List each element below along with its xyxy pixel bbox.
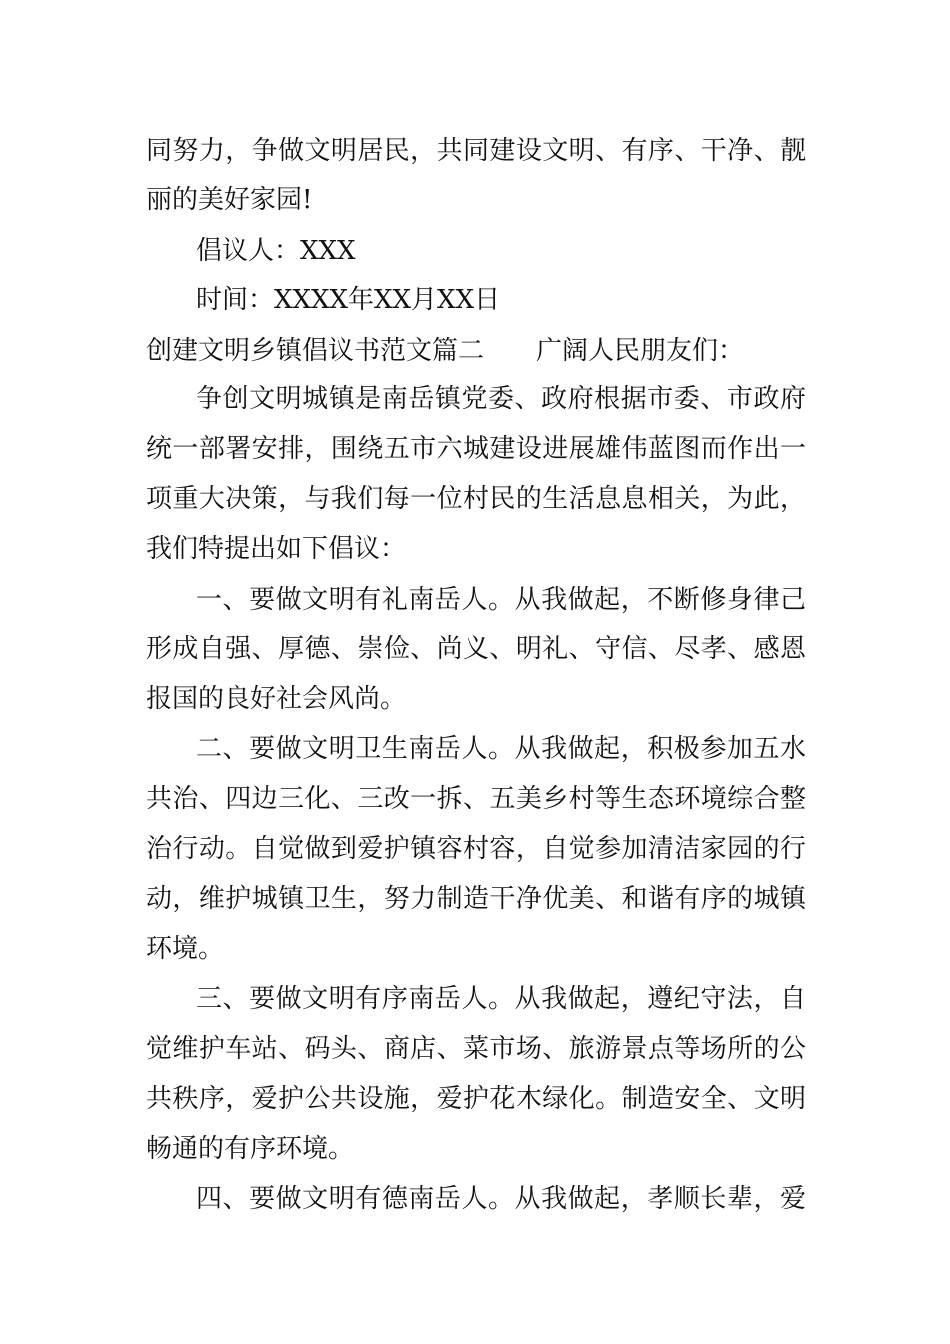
salutation: 广阔人民朋友们：	[536, 336, 745, 366]
item1-line-1: 一、要做文明有礼南岳人。从我做起，不断修身律己	[196, 585, 806, 615]
closing-line-1: 同努力，争做文明居民，共同建设文明、有序、干净、靓	[146, 136, 806, 166]
item2-line-1: 二、要做文明卫生南岳人。从我做起，积极参加五水	[196, 734, 806, 764]
item3-line-3: 共秩序，爱护公共设施，爱护花木绿化。制造安全、文明	[146, 1084, 806, 1114]
item3-line-2: 觉维护车站、码头、商店、菜市场、旅游景点等场所的公	[146, 1034, 806, 1064]
item4-line-1: 四、要做文明有德南岳人。从我做起，孝顺长辈，爱	[196, 1184, 806, 1214]
item2-line-4: 动，维护城镇卫生，努力制造干净优美、和谐有序的城镇	[146, 884, 806, 914]
intro-line-2: 统一部署安排，围绕五市六城建设进展雄伟蓝图而作出一	[146, 434, 806, 464]
section-heading-line	[146, 336, 744, 366]
intro-line-4: 我们特提出如下倡议：	[146, 534, 407, 564]
date-line: 时间：XXXX年XX月XX日	[196, 285, 501, 315]
closing-line-2: 丽的美好家园!	[146, 185, 313, 215]
item1-line-2: 形成自强、厚德、崇俭、尚义、明礼、守信、尽孝、感恩	[146, 634, 806, 664]
item1-line-3: 报国的良好社会风尚。	[146, 684, 407, 714]
item3-line-1: 三、要做文明有序南岳人。从我做起，遵纪守法，自	[196, 984, 806, 1014]
item2-line-3: 治行动。自觉做到爱护镇容村容，自觉参加清洁家园的行	[146, 834, 806, 864]
intro-line-3: 项重大决策，与我们每一位村民的生活息息相关，为此，	[146, 484, 806, 514]
proposer-line: 倡议人：XXX	[196, 236, 356, 266]
intro-line-1: 争创文明城镇是南岳镇党委、政府根据市委、市政府	[196, 384, 806, 414]
item3-line-4: 畅通的有序环境。	[146, 1134, 355, 1164]
item2-line-2: 共治、四边三化、三改一拆、五美乡村等生态环境综合整	[146, 784, 806, 814]
item2-line-5: 环境。	[146, 934, 225, 964]
section-title: 创建文明乡镇倡议书范文篇二	[146, 336, 485, 366]
